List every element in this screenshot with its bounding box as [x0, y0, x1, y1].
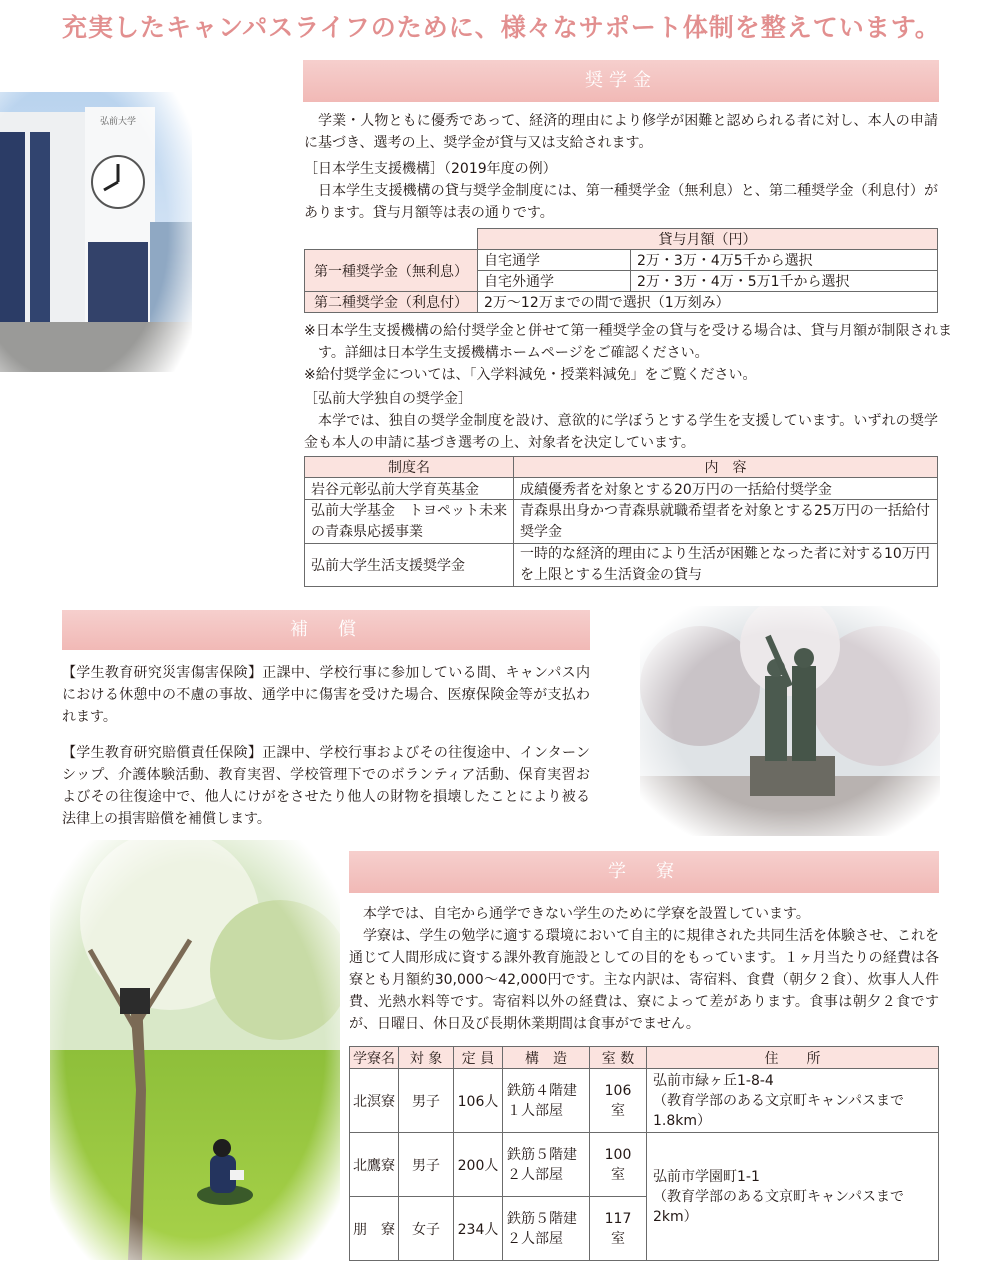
own-row-content: 成績優秀者を対象とする20万円の一括給付奨学金: [514, 478, 938, 500]
table-row: [350, 1133, 939, 1197]
dorm-rooms-count: 106: [604, 1082, 632, 1099]
dorm-rooms-unit: 室: [611, 1102, 625, 1119]
own-text: 本学では、独自の奨学金制度を設け、意欲的に学ぼうとする学生を支援しています。いずれの奨学金も本人の申請に基づき選考の上、対象者を決定しています。: [304, 413, 938, 451]
loan-header: 貸与月額（円）: [478, 229, 938, 250]
dorm-address: 弘前市学園町1-1 （教育学部のある文京町キャンパスまで2km）: [647, 1133, 939, 1261]
scholarship-note2: ※給付奨学金については、「入学料減免・授業料減免」をご覧ください。: [304, 367, 757, 383]
own-row-content: 一時的な経済的理由により生活が困難となった者に対する10万円を上限とする生活資金の貸与: [514, 544, 938, 587]
scholarship-intro: 学業・人物ともに優秀であって、経済的理由により修学が困難と認められる者に対し、本人の申請に基づき、選考の上、奨学金が貸与又は支給されます。: [304, 113, 938, 151]
table-row: [305, 478, 938, 500]
dorm-p2: 学寮は、学生の勉学に適する環境において自主的に規律された共同生活を体験させ、これを通じて人間形成に資する課外教育施設としての目的をもっています。１ヶ月当たりの経費は各寮とも月額約30,000～42,000円です。主な内訳は、寄宿料、食費（朝夕２食）、炊事人人件費、光熱水料等です。寄宿料以外の経費は、寮によって差があります。食事は朝夕２食ですが、日曜日、休日及び長期休業期間は食事がでません。: [349, 928, 939, 1032]
dorm-rooms-unit: 室: [611, 1166, 625, 1183]
dorm-structure: [503, 1197, 590, 1261]
dorm-capacity: 106人: [454, 1069, 503, 1133]
own-row-name: 岩谷元彰弘前大学育英基金: [305, 478, 514, 500]
dorm-heading: 学 寮: [349, 851, 939, 893]
page-title: 充実したキャンパスライフのために、様々なサポート体制を整えています。: [62, 13, 941, 42]
dorm-name: 北溟寮: [350, 1069, 399, 1133]
loan-type2-amount: 2万～12万までの間で選択（1万刻み）: [478, 292, 938, 313]
dorm-rooms-unit: 室: [611, 1230, 625, 1247]
own-row-content: 青森県出身かつ青森県就職希望者を対象とする25万円の一括給付奨学金: [514, 500, 938, 544]
loan-away-amount: 2万・3万・4万・5万1千から選択: [631, 271, 938, 292]
dorm-rooms-count: 100: [604, 1146, 632, 1163]
loan-away: 自宅外通学: [478, 271, 631, 292]
building-photo: [0, 92, 192, 372]
dorm-capacity: 200人: [454, 1133, 503, 1197]
own-label: ［弘前大学独自の奨学金］: [304, 391, 472, 407]
jasso-label: ［日本学生支援機構］（2019年度の例）: [304, 161, 557, 177]
dorm-target: 男子: [399, 1133, 454, 1197]
dorm-rooms: [590, 1197, 647, 1261]
dorm-target: 男子: [399, 1069, 454, 1133]
own-row-name: 弘前大学生活支援奨学金: [305, 544, 514, 587]
scholarship-note1: ※日本学生支援機構の給付奨学金と併せて第一種奨学金の貸与を受ける場合は、貸与月額が制限されます。詳細は日本学生支援機構ホームページをご確認ください。: [304, 323, 952, 361]
own-scholarship-table: [304, 456, 938, 587]
loan-type1: 第一種奨学金（無利息）: [305, 250, 478, 292]
dorm-address: 弘前市緑ヶ丘1-8-4 （教育学部のある文京町キャンパスまで1.8km）: [647, 1069, 939, 1133]
dorm-name: 朋 寮: [350, 1197, 399, 1261]
dorm-structure-rooms: ２人部屋: [507, 1166, 563, 1183]
own-col-name: 制度名: [305, 457, 514, 478]
dorm-col-address: 住 所: [647, 1047, 939, 1069]
dorm-table: [349, 1046, 939, 1261]
dorm-name: 北鷹寮: [350, 1133, 399, 1197]
scholarship-heading: 奨学金: [303, 60, 939, 102]
own-col-content: 内 容: [514, 457, 938, 478]
loan-type2: 第二種奨学金（利息付）: [305, 292, 478, 313]
dorm-structure-rooms: １人部屋: [507, 1102, 563, 1119]
dorm-structure-rooms: ２人部屋: [507, 1230, 563, 1247]
dorm-rooms: [590, 1069, 647, 1133]
dorm-col-target: 対 象: [399, 1047, 454, 1069]
table-row: [350, 1069, 939, 1133]
dorm-structure: [503, 1069, 590, 1133]
dorm-target: 女子: [399, 1197, 454, 1261]
compensation-p2: 【学生教育研究賠償責任保険】正課中、学校行事およびその往復途中、インターンシップ、介護体験活動、教育実習、学校管理下でのボランティア活動、保育実習およびその往復途中で、他人にけがをさせたり他人の財物を損壊したことにより被る法律上の損害賠償を補償します。: [62, 745, 590, 827]
dorm-rooms-count: 117: [604, 1210, 632, 1227]
dorm-capacity: 234人: [454, 1197, 503, 1261]
dorm-col-name: 学寮名: [350, 1047, 399, 1069]
campus-lawn-photo: [50, 840, 340, 1260]
dorm-structure-floors: 鉄筋４階建: [507, 1082, 577, 1099]
compensation-p1: 【学生教育研究災害傷害保険】正課中、学校行事に参加している間、キャンパス内における休憩中の不慮の事故、通学中に傷害を受けた場合、医療保険金等が支払われます。: [62, 665, 590, 725]
dorm-rooms: [590, 1133, 647, 1197]
dorm-structure-floors: 鉄筋５階建: [507, 1146, 577, 1163]
dorm-p1: 本学では、自宅から通学できない学生のために学寮を設置しています。: [363, 906, 810, 922]
own-row-name: 弘前大学基金 トヨペット未来の青森県応援事業: [305, 500, 514, 544]
loan-home-amount: 2万・3万・4万5千から選択: [631, 250, 938, 271]
dorm-col-structure: 構 造: [503, 1047, 590, 1069]
loan-home: 自宅通学: [478, 250, 631, 271]
jasso-text: 日本学生支援機構の貸与奨学金制度には、第一種奨学金（無利息）と、第二種奨学金（利息付）があります。貸与月額等は表の通りです。: [304, 183, 938, 221]
dorm-col-rooms: 室 数: [590, 1047, 647, 1069]
dorm-col-capacity: 定 員: [454, 1047, 503, 1069]
compensation-heading: 補 償: [62, 610, 590, 650]
table-row: [305, 500, 938, 544]
dorm-structure-floors: 鉄筋５階建: [507, 1210, 577, 1227]
statue-photo: [640, 606, 940, 836]
table-row: [305, 544, 938, 587]
loan-table: [304, 228, 938, 313]
dorm-structure: [503, 1133, 590, 1197]
